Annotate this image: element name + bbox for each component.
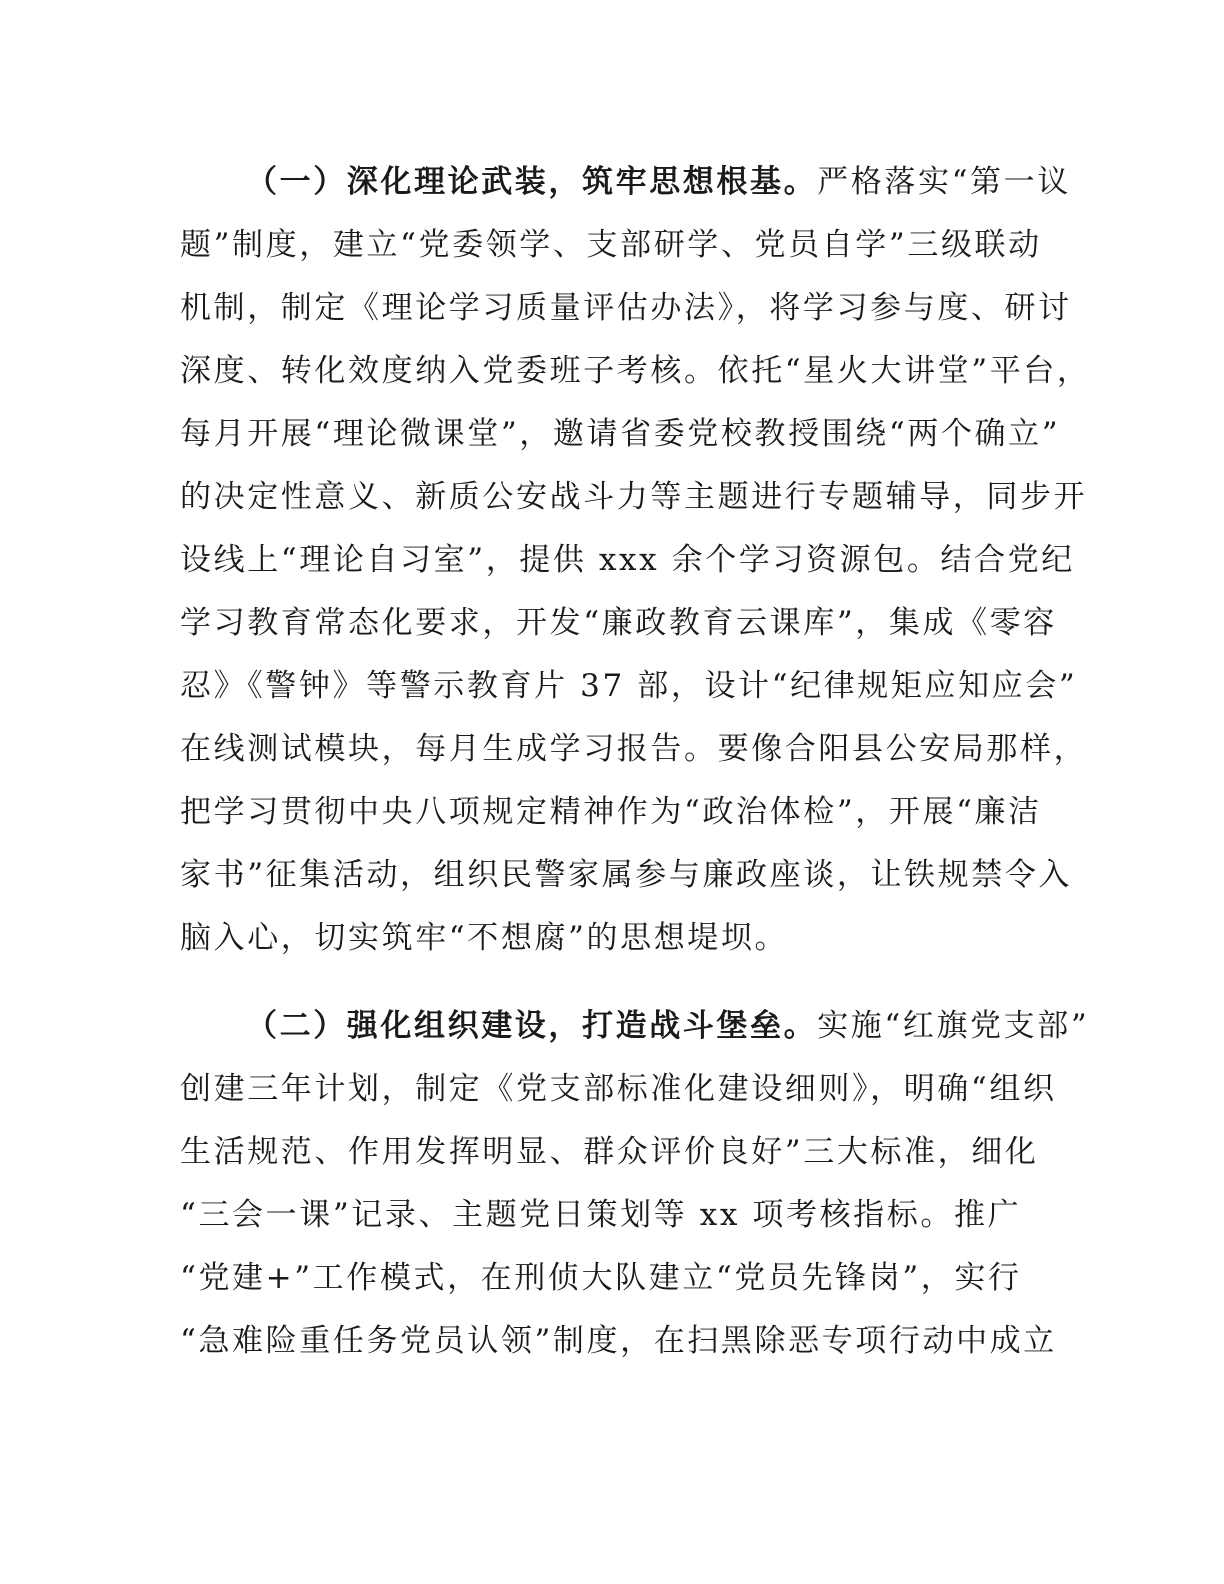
paragraph-line: 家书”征集活动，组织民警家属参与廉政座谈，让铁规禁令入 <box>180 857 1073 893</box>
paragraph-line: 每月开展“理论微课堂”，邀请省委党校教授围绕“两个确立” <box>180 416 1061 452</box>
paragraph-line: 脑入心，切实筑牢“不想腐”的思想堤坝。 <box>180 920 789 956</box>
paragraph-line: 题”制度，建立“党委领学、支部研学、党员自学”三级联动 <box>180 227 1042 263</box>
paragraph-line <box>180 995 1090 1058</box>
paragraph-line: “三会一课”记录、主题党日策划等 xx 项考核指标。推广 <box>180 1197 1022 1233</box>
paragraph-line: 把学习贯彻中央八项规定精神作为“政治体检”，开展“廉洁 <box>180 794 1042 830</box>
section-heading: （二）强化组织建设，打造战斗堡垒。 <box>246 1008 818 1044</box>
section-2 <box>180 995 1090 1373</box>
paragraph-line: 生活规范、作用发挥明显、群众评价良好”三大标准，细化 <box>180 1134 1039 1170</box>
paragraph-line <box>180 151 1071 214</box>
paragraph-line: 机制，制定《理论学习质量评估办法》，将学习参与度、研讨 <box>180 290 1072 326</box>
paragraph-line: 创建三年计划，制定《党支部标准化建设细则》，明确“组织 <box>180 1071 1057 1107</box>
paragraph-line: “急难险重任务党员认领”制度，在扫黑除恶专项行动中成立 <box>180 1323 1057 1359</box>
paragraph-line: 深度、转化效度纳入党委班子考核。依托“星火大讲堂”平台， <box>180 353 1091 389</box>
section-1 <box>180 151 1091 970</box>
paragraph-line: 在线测试模块，每月生成学习报告。要像合阳县公安局那样， <box>180 731 1088 767</box>
paragraph-line: 的决定性意义、新质公安战斗力等主题进行专题辅导，同步开 <box>180 479 1088 515</box>
paragraph-text: 严格落实“第一议 <box>817 164 1071 200</box>
paragraph-line: “党建+”工作模式，在刑侦大队建立“党员先锋岗”，实行 <box>180 1260 1022 1296</box>
paragraph-line: 学习教育常态化要求，开发“廉政教育云课库”，集成《零容 <box>180 605 1057 641</box>
paragraph-text: 实施“红旗党支部” <box>817 1008 1090 1044</box>
paragraph-line: 忍》《警钟》等警示教育片 37 部，设计“纪律规矩应知应会” <box>180 668 1078 704</box>
section-heading: （一）深化理论武装，筑牢思想根基。 <box>246 164 818 200</box>
paragraph-line: 设线上“理论自习室”，提供 xxx 余个学习资源包。结合党纪 <box>180 542 1075 578</box>
